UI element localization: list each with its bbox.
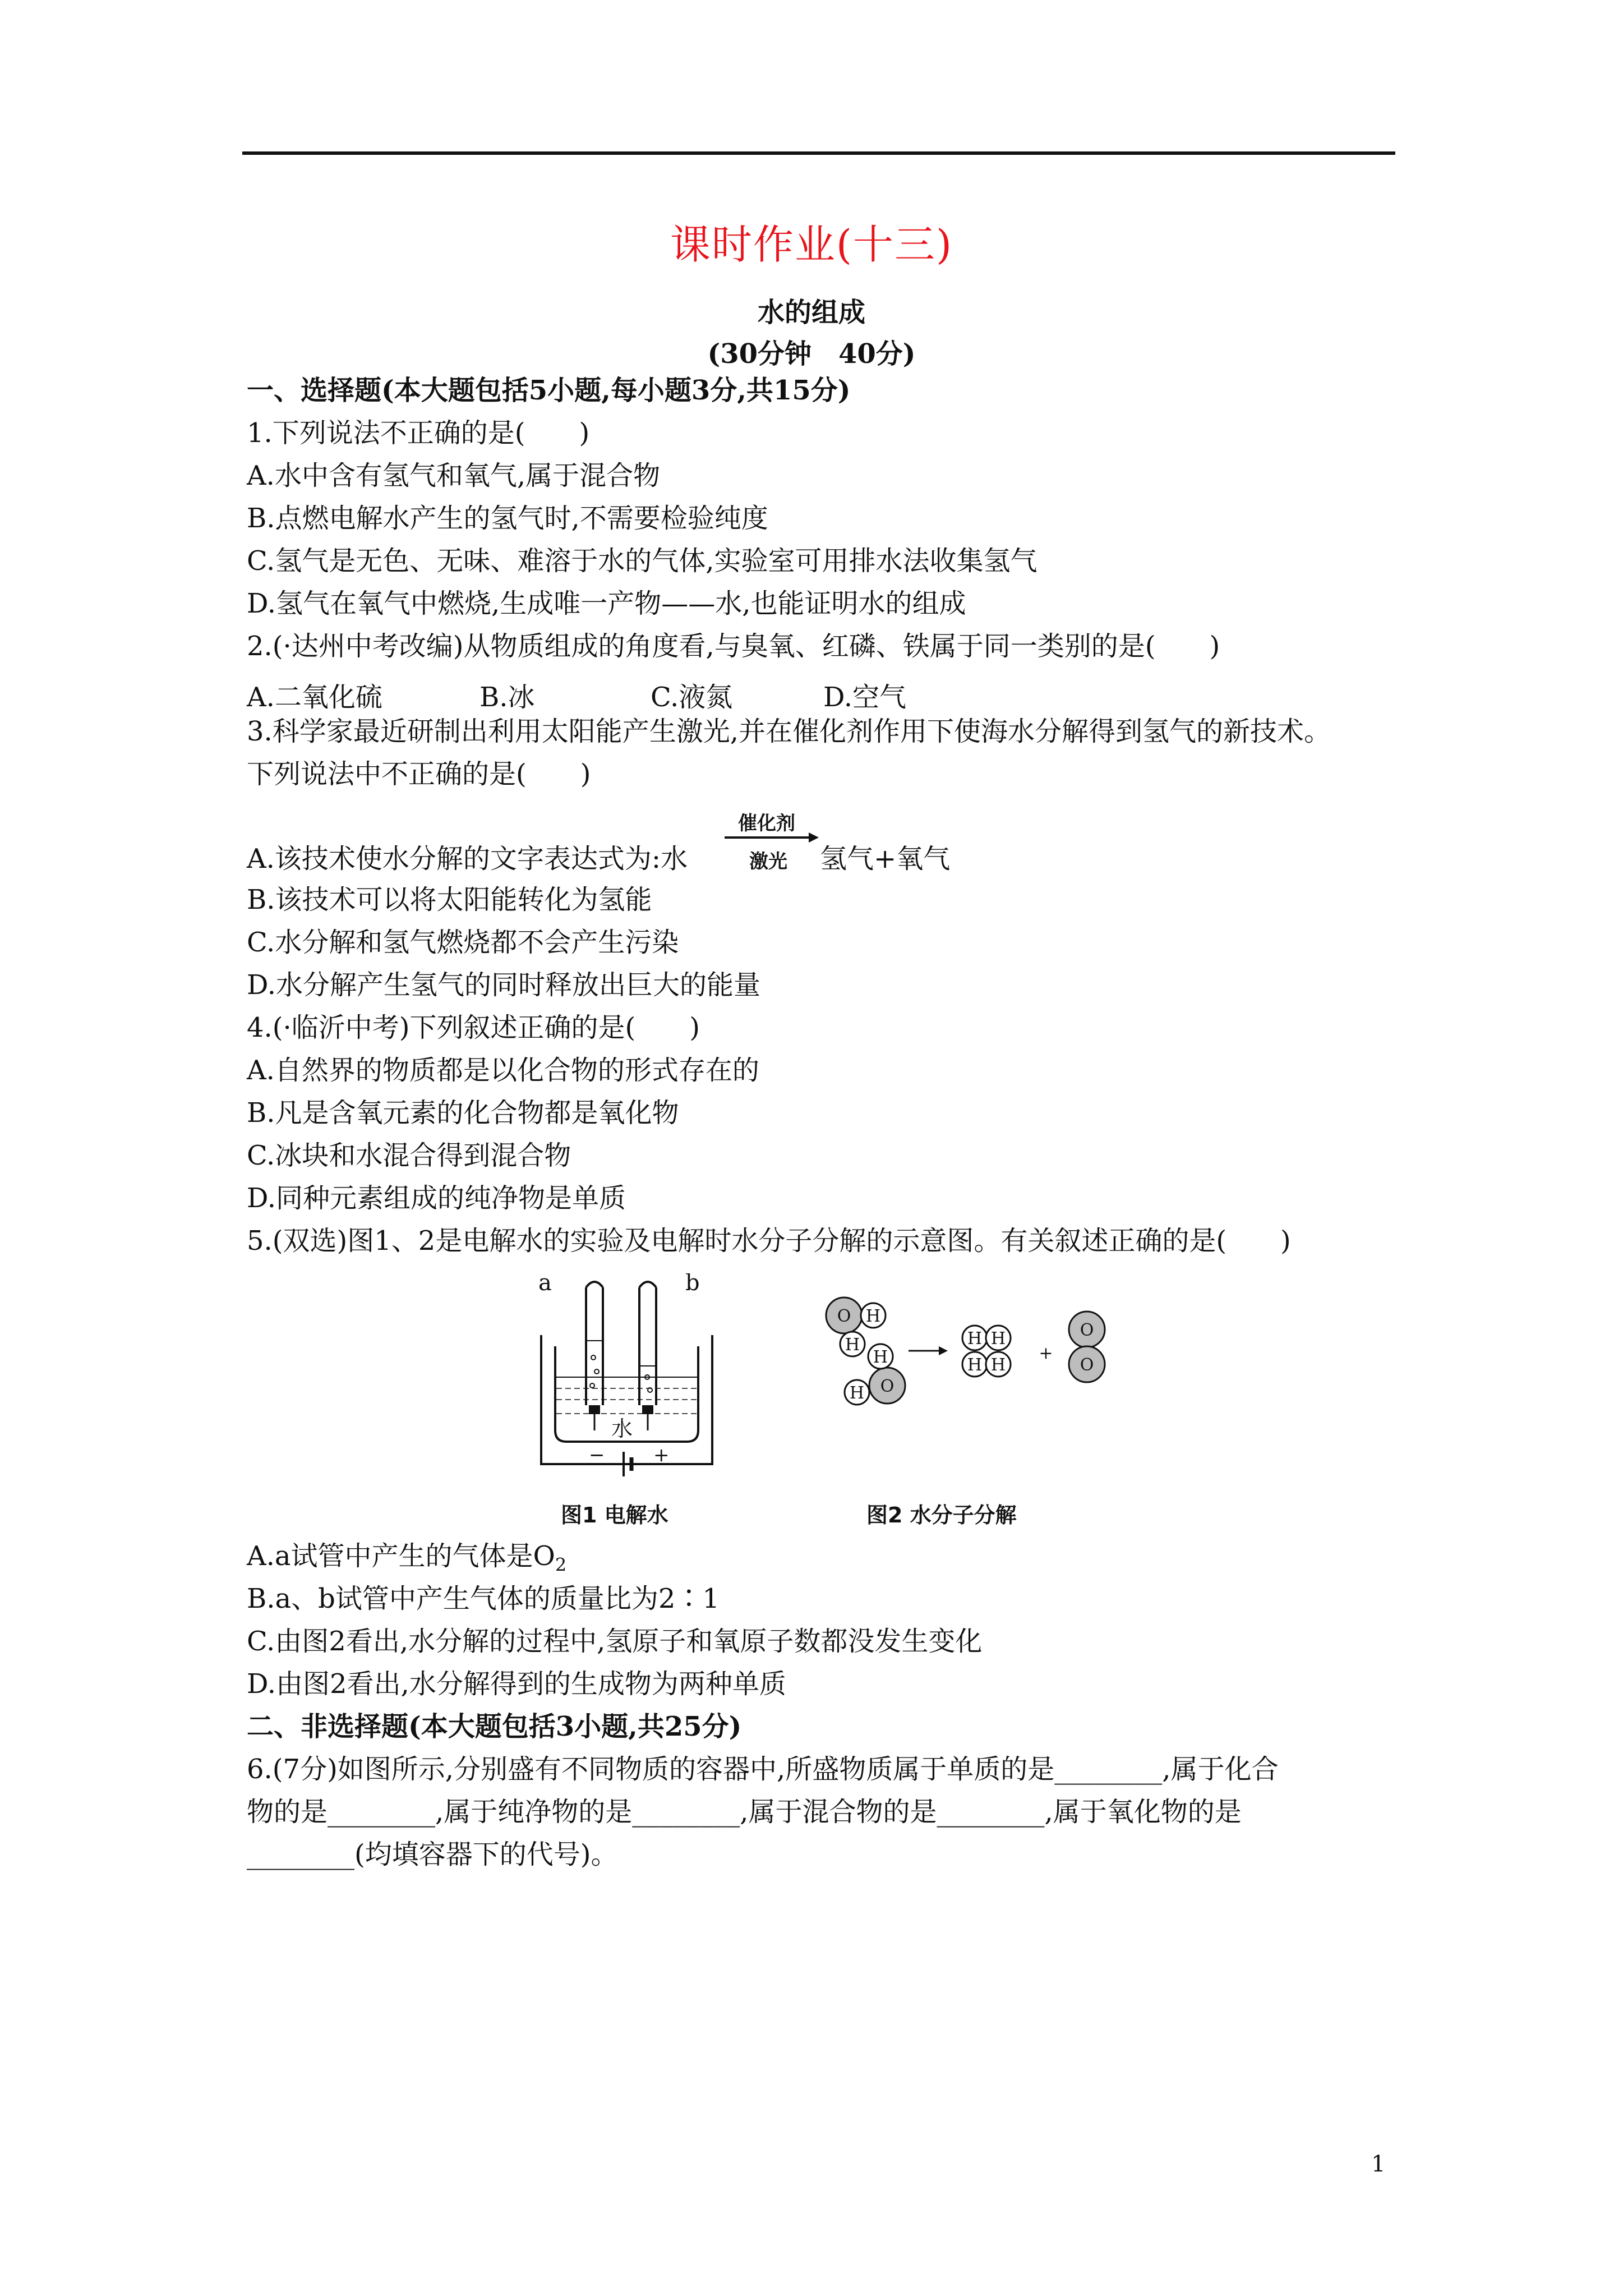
q1-option-b: B.点燃电解水产生的氢气时,不需要检验纯度 xyxy=(247,503,768,534)
q2-stem: 2.(·达州中考改编)从物质组成的角度看,与臭氧、红磷、铁属于同一类别的是( ) xyxy=(247,631,1220,662)
q6-line1: 6.(7分)如图所示,分别盛有不同物质的容器中,所盛物质属于单质的是________,属于化合 xyxy=(247,1754,1279,1785)
q5-option-a-text: A.a试管中产生的气体是O xyxy=(247,1540,555,1572)
q1-option-d: D.氢气在氧气中燃烧,生成唯一产物——水,也能证明水的组成 xyxy=(247,588,966,619)
atom-h-8-label: H xyxy=(990,1355,1006,1375)
q5-option-a xyxy=(247,1540,567,1576)
q2-option-c: C.液氮 xyxy=(651,682,733,713)
atom-h-5-label: H xyxy=(967,1329,983,1349)
page-number: 1 xyxy=(1371,2151,1386,2177)
q3-arrow-catalyst-label: 催化剂 xyxy=(738,812,795,835)
q4-option-c: C.冰块和水混合得到混合物 xyxy=(247,1140,571,1171)
section1-heading: 一、选择题(本大题包括5小题,每小题3分,共15分) xyxy=(247,375,851,406)
battery-plus-label: + xyxy=(653,1444,670,1466)
atom-o-2-label: O xyxy=(880,1377,895,1396)
q4-option-b: B.凡是含氧元素的化合物都是氧化物 xyxy=(247,1097,679,1129)
q1-stem: 1.下列说法不正确的是( ) xyxy=(247,417,590,449)
q3-arrow-laser-label: 激光 xyxy=(749,850,787,873)
atom-h-4-label: H xyxy=(849,1383,865,1403)
q5-option-d: D.由图2看出,水分解得到的生成物为两种单质 xyxy=(247,1668,786,1700)
atom-o-3-label: O xyxy=(1080,1320,1094,1340)
q2-option-b: B.冰 xyxy=(479,682,535,713)
figure1-caption: 图1 电解水 xyxy=(561,1503,668,1527)
q2-option-d: D.空气 xyxy=(823,682,907,713)
decomp-plus-sign: + xyxy=(1039,1343,1053,1363)
battery-minus-label: − xyxy=(589,1444,605,1466)
q4-option-a: A.自然界的物质都是以化合物的形式存在的 xyxy=(247,1055,759,1086)
atom-h-2-label: H xyxy=(845,1335,860,1355)
q3-option-b: B.该技术可以将太阳能转化为氢能 xyxy=(247,884,652,915)
figure2-molecule-decomposition xyxy=(819,1296,1133,1453)
q4-stem: 4.(·临沂中考)下列叙述正确的是( ) xyxy=(247,1012,700,1043)
bubble-a1 xyxy=(591,1355,596,1360)
reaction-arrow-head xyxy=(809,832,819,843)
q5-option-c: C.由图2看出,水分解的过程中,氢原子和氧原子数都没发生变化 xyxy=(247,1626,983,1657)
water-label: 水 xyxy=(611,1416,633,1441)
q5-option-a-subscript: 2 xyxy=(555,1554,567,1576)
bubble-a3 xyxy=(590,1383,594,1388)
atom-h-1-label: H xyxy=(865,1306,881,1326)
q3-option-a-prefix: A.该技术使水分解的文字表达式为:水 xyxy=(247,843,688,875)
q5-option-b: B.a、b试管中产生气体的质量比为2∶1 xyxy=(247,1583,720,1614)
q3-stem-line1: 3.科学家最近研制出利用太阳能产生激光,并在催化剂作用下使海水分解得到氢气的新技术。 xyxy=(247,716,1331,747)
page-title: 课时作业(十三) xyxy=(670,221,953,268)
q3-option-d: D.水分解产生氢气的同时释放出巨大的能量 xyxy=(247,969,761,1001)
q6-line2: 物的是________,属于纯净物的是________,属于混合物的是________,属于氧化物的是 xyxy=(247,1796,1242,1828)
figure2-caption: 图2 水分子分解 xyxy=(866,1503,1017,1527)
q3-option-c: C.水分解和氢气燃烧都不会产生污染 xyxy=(247,927,679,958)
q1-option-c: C.氢气是无色、无味、难溶于水的气体,实验室可用排水法收集氢气 xyxy=(247,545,1038,577)
reaction-arrow xyxy=(725,829,820,846)
tube-b-label: b xyxy=(685,1273,700,1296)
atom-h-3-label: H xyxy=(873,1347,888,1367)
test-tube-b xyxy=(639,1282,656,1405)
atom-h-7-label: H xyxy=(967,1355,983,1375)
time-limit: (30分钟 40分) xyxy=(707,338,916,370)
q1-option-a: A.水中含有氢气和氧气,属于混合物 xyxy=(247,460,661,491)
q3-option-a-suffix: 氢气+氧气 xyxy=(820,843,951,875)
electrode-b xyxy=(642,1405,653,1414)
tube-a-label: a xyxy=(538,1273,552,1296)
electrode-a xyxy=(589,1405,600,1414)
bubble-a2 xyxy=(594,1369,599,1374)
q4-option-d: D.同种元素组成的纯净物是单质 xyxy=(247,1182,626,1214)
q2-option-a: A.二氧化硫 xyxy=(247,682,382,713)
q3-stem-line2: 下列说法中不正确的是( ) xyxy=(247,758,591,790)
atom-o-1-label: O xyxy=(837,1306,851,1326)
q6-line3: ________(均填容器下的代号)。 xyxy=(247,1839,618,1870)
decomp-arrow-head xyxy=(939,1346,948,1355)
section2-heading: 二、非选择题(本大题包括3小题,共25分) xyxy=(247,1711,742,1742)
atom-h-6-label: H xyxy=(990,1329,1006,1349)
atom-o-4-label: O xyxy=(1080,1355,1094,1375)
figure1-electrolysis xyxy=(538,1273,723,1481)
header-rule xyxy=(242,151,1395,155)
page-subtitle: 水的组成 xyxy=(757,297,865,328)
q5-stem: 5.(双选)图1、2是电解水的实验及电解时水分子分解的示意图。有关叙述正确的是( ) xyxy=(247,1225,1291,1257)
